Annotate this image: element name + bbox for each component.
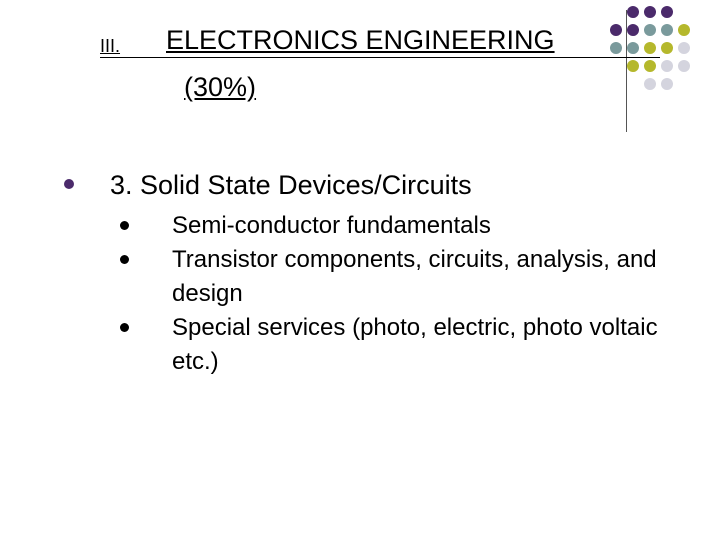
- bullet-dot: [120, 323, 129, 332]
- list-item: [120, 311, 710, 379]
- title-rule: [100, 57, 660, 58]
- list-item-text: Special services (photo, electric, photo voltaic etc.): [172, 314, 658, 375]
- decorative-dot: [644, 42, 656, 54]
- bullet-heading: 3. Solid State Devices/Circuits: [110, 170, 472, 200]
- decorative-dot: [644, 78, 656, 90]
- decorative-vertical-line: [626, 10, 627, 132]
- decorative-dot: [678, 60, 690, 72]
- decorative-dot: [627, 24, 639, 36]
- sub-bullet-list: [120, 209, 710, 379]
- title-line-2: (30%): [184, 72, 257, 102]
- decorative-dot: [627, 42, 639, 54]
- decorative-dot: [627, 6, 639, 18]
- title-line-1: ELECTRONICS ENGINEERING: [166, 25, 555, 55]
- list-item: [120, 243, 710, 311]
- decorative-dot: [678, 24, 690, 36]
- decorative-dot: [644, 24, 656, 36]
- section-number: III.: [100, 36, 121, 56]
- decorative-dot: [661, 24, 673, 36]
- list-item-text: Transistor components, circuits, analysis, and design: [172, 246, 657, 307]
- decorative-dot: [661, 60, 673, 72]
- list-item-text: Semi-conductor fundamentals: [172, 212, 491, 239]
- list-item: [120, 209, 710, 243]
- decorative-dot: [661, 42, 673, 54]
- bullet-dot: [64, 179, 74, 189]
- decorative-dot: [627, 60, 639, 72]
- decorative-dot: [661, 78, 673, 90]
- decorative-dot: [678, 42, 690, 54]
- decorative-dot: [644, 6, 656, 18]
- decorative-dot: [610, 42, 622, 54]
- decorative-dot: [644, 60, 656, 72]
- bullet-dot: [120, 255, 129, 264]
- decorative-dot: [661, 6, 673, 18]
- bullet-dot: [120, 221, 129, 230]
- decorative-dot: [610, 24, 622, 36]
